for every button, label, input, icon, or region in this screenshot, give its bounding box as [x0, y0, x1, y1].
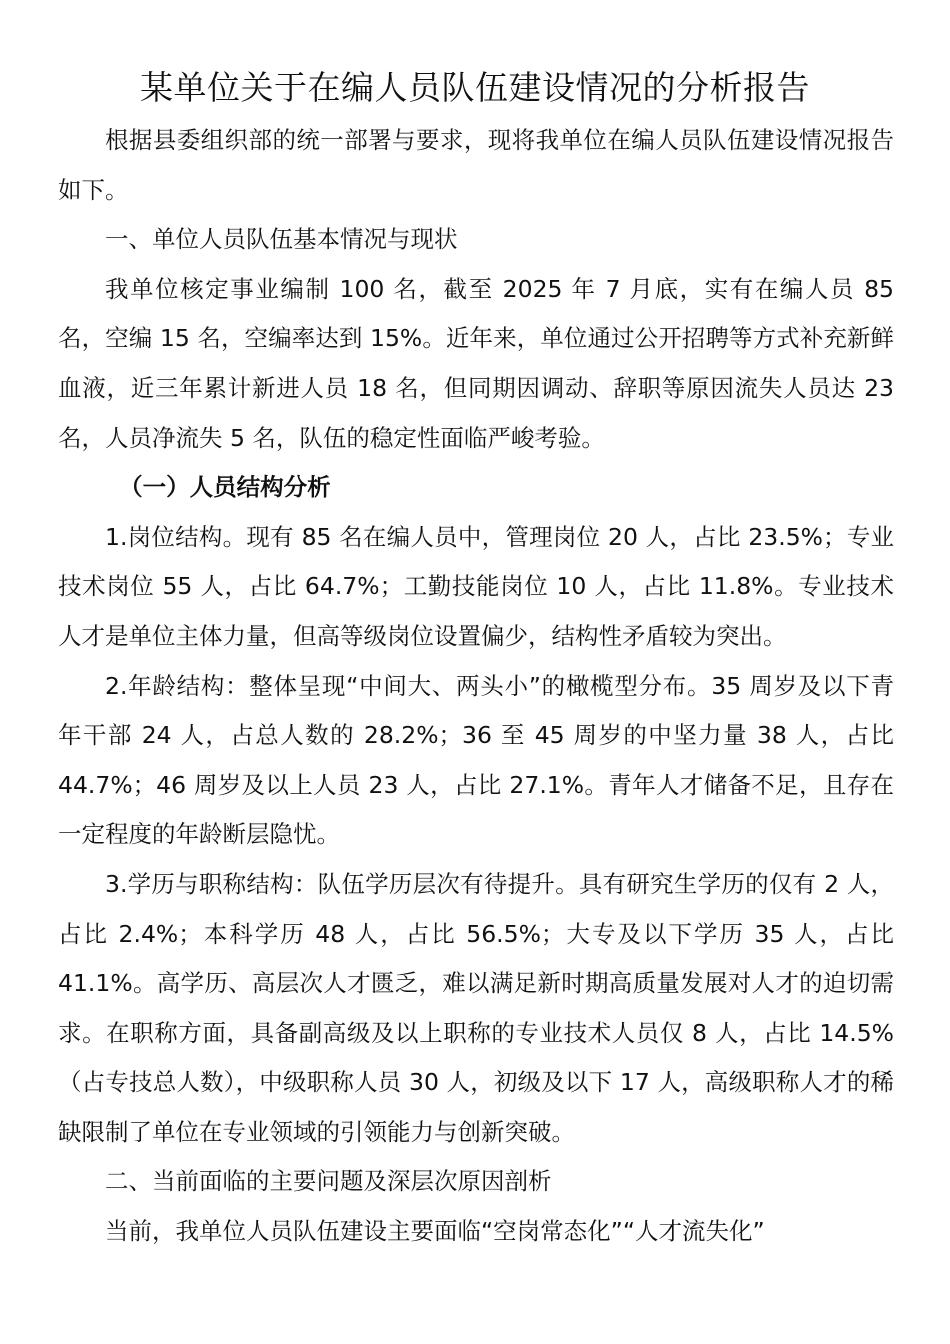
document-title: 某单位关于在编人员队伍建设情况的分析报告 [140, 68, 810, 107]
section-2-paragraph: 当前，我单位人员队伍建设主要面临“空岗常态化”“人才流失化” [105, 1217, 765, 1246]
section-2-heading: 二、当前面临的主要问题及深层次原因剖析 [105, 1167, 552, 1196]
section-1-heading: 一、单位人员队伍基本情况与现状 [105, 225, 458, 254]
item-1-position-structure: 1.岗位结构。现有 85 名在编人员中，管理岗位 20 人，占比 23.5%；专业技术岗位 55 人，占比 64.7%；工勤技能岗位 10 人，占比 11.8%。专业技术人才是单位主体力量，但高等级岗位设置偏少，结构性矛盾较为突出。 [58, 522, 894, 650]
section-1-paragraph: 我单位核定事业编制 100 名，截至 2025 年 7 月底，实有在编人员 85 名，空编 15 名，空编率达到 15%。近年来，单位通过公开招聘等方式补充新鲜血液，近三年累计新进人员 18 名，但同期因调动、辞职等原因流失人员达 23 名，人员净流失 5 名，队伍的稳定性面临严峻考验。 [58, 274, 894, 452]
item-3-education-title-structure: 3.学历与职称结构：队伍学历层次有待提升。具有研究生学历的仅有 2 人，占比 2.4%；本科学历 48 人，占比 56.5%；大专及以下学历 35 人，占比 41.1%。高学历、高层次人才匮乏，难以满足新时期高质量发展对人才的迫切需求。在职称方面，具备副高级及以上职称的专业技术人员仅 8 人，占比 14.5%（占专技总人数），中级职称人员 30 人，初级及以下 17 人，高级职称人才的稀缺限制了单位在专业领域的引领能力与创新突破。 [58, 869, 894, 1146]
intro-paragraph: 根据县委组织部的统一部署与要求，现将我单位在编人员队伍建设情况报告如下。 [58, 126, 894, 204]
item-2-age-structure: 2.年龄结构：整体呈现“中间大、两头小”的橄榄型分布。35 周岁及以下青年干部 24 人，占总人数的 28.2%；36 至 45 周岁的中坚力量 38 人，占比 44.7%；46 周岁及以上人员 23 人，占比 27.1%。青年人才储备不足，且存在一定程度的年龄断层隐忧。 [58, 671, 894, 849]
subsection-1-heading: （一）人员结构分析 [119, 473, 331, 502]
document-body [58, 116, 894, 1257]
